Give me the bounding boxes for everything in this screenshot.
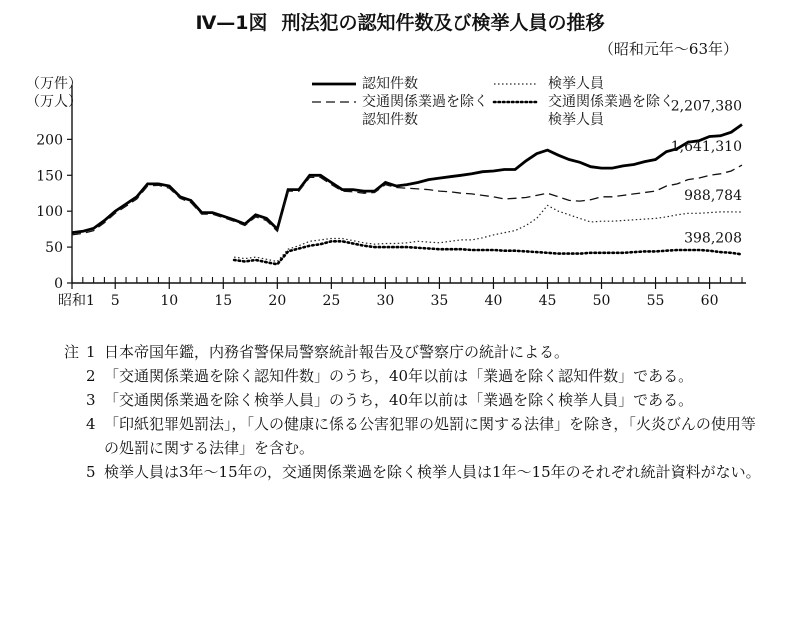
- note-number: 5: [86, 463, 96, 481]
- y-tick-label: 100: [36, 204, 63, 221]
- note-item: [64, 460, 764, 484]
- note-number: 3: [86, 391, 96, 409]
- x-tick-label: 55: [646, 293, 665, 309]
- note-item: [64, 364, 764, 388]
- y-tick-label: 0: [54, 276, 63, 292]
- figure-number: Ⅳ—1図: [195, 12, 268, 34]
- series-line-2: [72, 165, 742, 235]
- note-item: [64, 340, 764, 364]
- note-text: 「印紙犯罪処罰法」，「人の健康に係る公害犯罪の処罰に関する法律」を除き，「火炎びんの使用等の処罰に関する法律」を含む。: [104, 415, 756, 457]
- legend-label-kenkyo-exc: 交通関係業過を除く 検挙人員: [548, 94, 674, 128]
- note-text: 「交通関係業過を除く検挙人員」のうち，40年以前は「業過を除く検挙人員」である。: [104, 391, 694, 409]
- series-end-label-2: 1,641,310: [670, 139, 742, 156]
- y-tick-label: 200: [36, 132, 63, 149]
- notes-label: 注: [64, 343, 80, 361]
- x-tick-label: 40: [484, 293, 503, 309]
- figure-title: 刑法犯の認知件数及び検挙人員の推移: [281, 12, 605, 34]
- legend-label-ninchi-exc: 交通関係業過を除く 認知件数: [362, 94, 488, 128]
- note-text: 日本帝国年鑑，内務省警保局警察統計報告及び警察庁の統計による。: [104, 343, 570, 361]
- note-number: 2: [86, 367, 96, 385]
- x-tick-label: 60: [700, 293, 719, 309]
- x-tick-label: 15: [214, 293, 233, 309]
- y-tick-label: 50: [45, 240, 63, 257]
- note-text: 「交通関係業過を除く認知件数」のうち，40年以前は「業過を除く認知件数」である。: [104, 367, 694, 385]
- legend-label-kenkyo: 検挙人員: [548, 76, 604, 92]
- x-tick-label: 10: [160, 293, 179, 309]
- x-tick-label: 20: [268, 293, 287, 309]
- note-number: 4: [86, 415, 96, 433]
- x-tick-label: 50: [592, 293, 611, 309]
- x-tick-label: 45: [538, 293, 557, 309]
- legend-label-ninchi: 認知件数: [362, 76, 418, 92]
- x-tick-label: 5: [110, 293, 120, 309]
- series-line-4: [234, 241, 742, 264]
- figure-subtitle: （昭和元年～63年）: [598, 40, 738, 58]
- unit-label-cases: （万件）: [26, 76, 82, 92]
- x-tick-label: 25: [322, 293, 341, 309]
- note-item: [64, 388, 764, 412]
- x-tick-label: 昭和1: [58, 293, 95, 309]
- note-item: [64, 412, 764, 460]
- x-tick-label: 35: [430, 293, 449, 309]
- note-text: 検挙人員は3年～15年の，交通関係業過を除く検挙人員は1年～15年のそれぞれ統計資料がない。: [104, 463, 761, 481]
- series-end-label-1: 2,207,380: [670, 98, 742, 115]
- series-line-3: [234, 205, 742, 261]
- series-line-1: [72, 125, 742, 233]
- unit-label-persons: （万人）: [26, 94, 82, 110]
- x-tick-label: 30: [376, 293, 395, 309]
- notes-section: [64, 340, 764, 484]
- note-number: 1: [86, 343, 96, 361]
- series-end-label-3: 988,784: [684, 187, 742, 204]
- y-tick-label: 150: [36, 168, 63, 185]
- series-end-label-4: 398,208: [684, 230, 742, 247]
